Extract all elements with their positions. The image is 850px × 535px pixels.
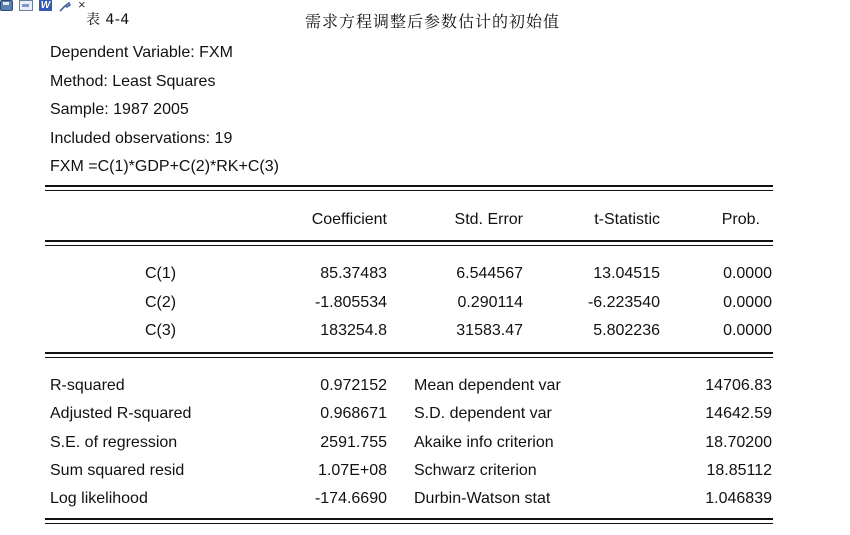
image-toolbar xyxy=(0,0,88,16)
stat-label-left: Log likelihood xyxy=(50,490,148,507)
word-icon[interactable]: W xyxy=(40,0,51,11)
stat-value-right: 18.70200 xyxy=(705,434,772,451)
stat-label-right: S.D. dependent var xyxy=(414,405,552,422)
close-icon[interactable]: × xyxy=(78,0,86,12)
table-rule-bottom-2 xyxy=(45,523,773,524)
stat-value-left: -174.6690 xyxy=(314,490,387,507)
save-icon[interactable] xyxy=(0,0,13,11)
stat-label-right: Durbin-Watson stat xyxy=(414,490,551,507)
table-rule-header-2 xyxy=(45,245,773,246)
stat-value-right: 18.85112 xyxy=(706,462,772,479)
stat-label-right: Schwarz criterion xyxy=(414,462,537,479)
col-header-t-statistic: t-Statistic xyxy=(594,211,660,228)
stat-value-right: 14642.59 xyxy=(705,405,772,422)
coef-value: 183254.8 xyxy=(320,322,387,339)
stat-value-right: 1.046839 xyxy=(705,490,772,507)
std-error-value: 6.544567 xyxy=(456,265,523,282)
meta-dependent-variable: Dependent Variable: FXM xyxy=(50,44,233,61)
prob-value: 0.0000 xyxy=(723,322,772,339)
stat-value-left: 2591.755 xyxy=(320,434,387,451)
t-stat-value: 13.04515 xyxy=(593,265,660,282)
col-header-coefficient: Coefficient xyxy=(311,211,387,228)
stat-label-left: R-squared xyxy=(50,377,125,394)
table-rule-header xyxy=(45,240,773,242)
prob-value: 0.0000 xyxy=(723,265,772,282)
col-header-std-error: Std. Error xyxy=(454,211,523,228)
stat-label-right: Akaike info criterion xyxy=(414,434,554,451)
t-stat-value: 5.802236 xyxy=(593,322,660,339)
coef-value: 85.37483 xyxy=(320,265,387,282)
stat-value-left: 0.972152 xyxy=(320,377,387,394)
stat-value-right: 14706.83 xyxy=(705,377,772,394)
stat-value-left: 0.968671 xyxy=(320,405,387,422)
coef-name: C(3) xyxy=(145,322,177,339)
stat-label-right: Mean dependent var xyxy=(414,377,561,394)
meta-method: Method: Least Squares xyxy=(50,73,216,90)
stat-label-left: Sum squared resid xyxy=(50,462,185,479)
coef-name: C(2) xyxy=(145,294,177,311)
table-title: 需求方程调整后参数估计的初始值 xyxy=(305,12,561,31)
prob-value: 0.0000 xyxy=(723,294,772,311)
coef-name: C(1) xyxy=(145,265,177,282)
table-rule-middle xyxy=(45,352,773,354)
table-number: 表 4-4 xyxy=(86,12,130,28)
meta-observations: Included observations: 19 xyxy=(50,130,233,147)
meta-sample: Sample: 1987 2005 xyxy=(50,101,189,118)
stat-value-left: 1.07E+08 xyxy=(318,462,387,479)
std-error-value: 0.290114 xyxy=(457,294,523,311)
table-rule-top xyxy=(45,185,773,187)
table-rule-middle-2 xyxy=(45,357,773,358)
meta-equation: FXM =C(1)*GDP+C(2)*RK+C(3) xyxy=(50,158,279,175)
t-stat-value: -6.223540 xyxy=(587,294,660,311)
tool-icon[interactable] xyxy=(58,0,72,12)
table-rule-top-2 xyxy=(45,190,773,191)
stat-label-left: Adjusted R-squared xyxy=(50,405,192,422)
col-header-prob: Prob. xyxy=(721,211,760,228)
coef-value: -1.805534 xyxy=(314,294,387,311)
stat-label-left: S.E. of regression xyxy=(50,434,178,451)
image-icon[interactable] xyxy=(19,0,33,11)
table-rule-bottom xyxy=(45,518,773,520)
std-error-value: 31583.47 xyxy=(456,322,523,339)
